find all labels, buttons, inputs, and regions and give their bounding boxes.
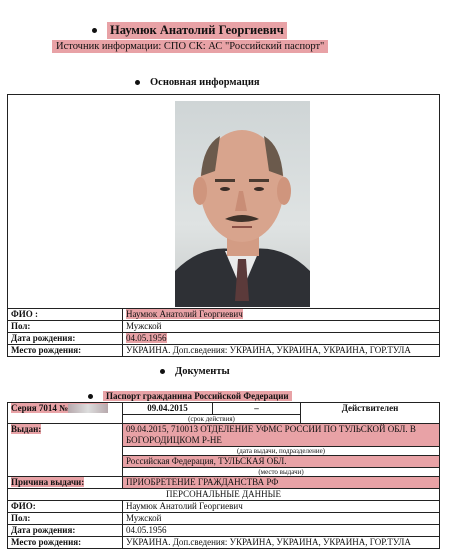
birthdate-value: 04.05.1956: [123, 333, 440, 345]
table-row: [8, 513, 440, 525]
validity-note: (срок действия): [123, 415, 301, 424]
basic-info-table: [7, 308, 440, 357]
source-info: Источник информации: СПО СК: АС "Российский паспорт": [52, 40, 328, 53]
status-cell: Действителен: [301, 403, 440, 424]
issued-value: 09.04.2015, 710013 ОТДЕЛЕНИЕ УФМС РОССИИ ПО ТУЛЬСКОЙ ОБЛ. В БОГОРОДИЦКОМ Р-НЕ: [123, 424, 440, 447]
dash-cell: –: [213, 403, 301, 415]
photo-frame: [7, 94, 440, 308]
series-cell: Серия 7014 №: [8, 403, 123, 415]
issued-label-cell: Выдан:: [8, 424, 123, 477]
table-row: [8, 345, 440, 357]
person-photo: [175, 101, 310, 307]
fio-value: Наумюк Анатолий Георгиевич: [123, 309, 440, 321]
birthplace-label: Место рождения:: [8, 345, 123, 357]
personal-gender-value: Мужской: [123, 513, 440, 525]
reason-label-cell: Причина выдачи:: [8, 477, 123, 489]
gender-label: Пол:: [8, 321, 123, 333]
table-row: [8, 525, 440, 537]
table-row: [8, 321, 440, 333]
basic-info-heading: Основная информация: [135, 77, 260, 88]
table-row: [8, 309, 440, 321]
personal-fio-value: Наумюк Анатолий Георгиевич: [123, 501, 440, 513]
passport-heading: Паспорт гражданина Российской Федерации: [88, 391, 292, 401]
date-cell: 09.04.2015: [123, 403, 213, 415]
place-note: (место выдачи): [123, 468, 440, 477]
reason-value: ПРИОБРЕТЕНИЕ ГРАЖДАНСТВА РФ: [123, 477, 440, 489]
bullet-icon: [160, 369, 165, 374]
birthplace-value: УКРАИНА. Доп.сведения: УКРАИНА, УКРАИНА, УКРАИНА, ГОР.ТУЛА: [123, 345, 440, 357]
table-row: [8, 477, 440, 489]
personal-gender-label: Пол:: [8, 513, 123, 525]
personal-birthplace-value: УКРАИНА. Доп.сведения: УКРАИНА, УКРАИНА, УКРАИНА, ГОР.ТУЛА: [123, 537, 440, 549]
place-value: Российская Федерация, ТУЛЬСКАЯ ОБЛ.: [123, 456, 440, 468]
fio-label: ФИО :: [8, 309, 123, 321]
personal-fio-label: ФИО:: [8, 501, 123, 513]
table-row: [8, 333, 440, 345]
person-name-heading: [92, 22, 287, 39]
issued-note: (дата выдачи, подразделение): [123, 447, 440, 456]
personal-birthplace-label: Место рождения:: [8, 537, 123, 549]
table-row: [8, 424, 440, 447]
table-row: [8, 501, 440, 513]
personal-birthdate-label: Дата рождения:: [8, 525, 123, 537]
birthdate-label: Дата рождения:: [8, 333, 123, 345]
table-row: [8, 489, 440, 501]
bullet-icon: [88, 394, 93, 399]
bullet-icon: [92, 28, 97, 33]
table-row: [8, 403, 440, 415]
passport-table: [7, 402, 440, 549]
redacted-number: [68, 404, 108, 413]
bullet-icon: [135, 80, 140, 85]
person-name: Наумюк Анатолий Георгиевич: [107, 22, 287, 39]
table-row: [8, 537, 440, 549]
documents-heading: Документы: [160, 366, 230, 377]
personal-birthdate-value: 04.05.1956: [123, 525, 440, 537]
personal-data-heading: ПЕРСОНАЛЬНЫЕ ДАННЫЕ: [8, 489, 440, 501]
gender-value: Мужской: [123, 321, 440, 333]
